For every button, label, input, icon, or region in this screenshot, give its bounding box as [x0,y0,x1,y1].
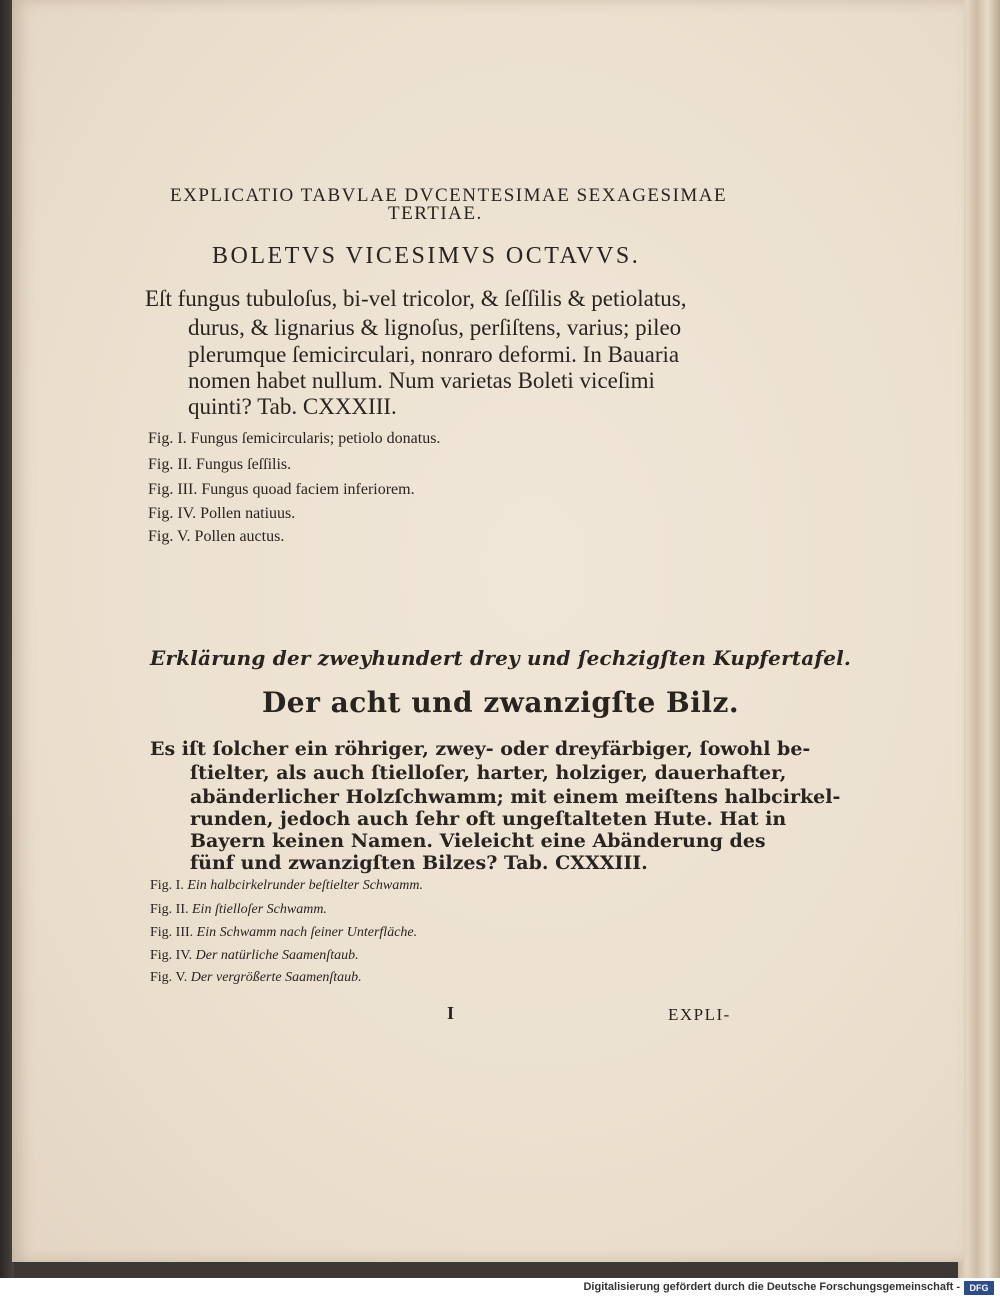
figure-label: Fig. I. [148,430,187,447]
german-paragraph-line: Bayern keinen Namen. Vieleicht eine Abänderung des [190,830,766,852]
figure-label: Fig. V. [150,970,188,985]
page-edges [958,0,1000,1278]
dfg-logo-icon: DFG [964,1281,994,1295]
figure-label: Fig. V. [148,528,191,545]
latin-heading-line2: TERTIAE. [388,203,483,224]
figure-text: Ein halbcirkelrunder beſtielter Schwamm. [187,878,423,893]
figure-text: Der vergrößerte Saamenſtaub. [190,970,362,985]
german-paragraph-line: fünf und zwanzigſten Bilzes? Tab. CXXXIII. [190,852,648,874]
latin-figure-item [148,505,295,523]
latin-title: BOLETVS VICESIMVS OCTAVVS. [212,243,641,269]
latin-paragraph-line: plerumque ſemicirculari, nonraro deformi. In Bauaria [188,342,680,367]
latin-figure-item [148,481,415,499]
footer-credit: Digitalisierung gefördert durch die Deutsche Forschungsgemeinschaft - [583,1281,960,1293]
figure-text: Ein ſtielloſer Schwamm. [192,902,327,917]
figure-label: Fig. I. [150,878,184,893]
german-figure-item [150,878,423,894]
latin-paragraph-line: Eſt fungus tubuloſus, bi-vel tricolor, & ſeſſilis & petiolatus, [145,286,687,311]
figure-label: Fig. II. [150,902,189,917]
figure-text: Fungus quoad faciem inferiorem. [201,481,415,498]
footer-bar [0,1278,1000,1298]
latin-paragraph-line: durus, & lignarius & lignoſus, perſiſtens, varius; pileo [188,315,682,340]
figure-text: Der natürliche Saamenſtaub. [195,948,359,963]
latin-figure-item [148,456,291,474]
latin-figure-item [148,528,284,546]
figure-text: Pollen natiuus. [200,505,296,522]
figure-label: Fig. III. [150,925,194,940]
german-figure-item [150,948,359,964]
signature-mark: I [447,1003,455,1023]
german-figure-item [150,925,417,941]
latin-paragraph-line: quinti? Tab. CXXXIII. [188,394,397,419]
latin-heading-line1: EXPLICATIO TABVLAE DVCENTESIMAE SEXAGESIMAE [170,185,728,206]
latin-figure-item [148,430,440,448]
catchword: EXPLI- [668,1005,731,1024]
figure-text: Pollen auctus. [194,528,285,545]
german-heading: Erklärung der zweyhundert drey und ſechzigſten Kupfertafel. [150,646,852,670]
figure-label: Fig. IV. [148,505,197,522]
german-paragraph-line: Es iſt ſolcher ein röhriger, zwey- oder dreyfärbiger, ſowohl be- [150,738,811,760]
figure-text: Fungus ſemicircularis; petiolo donatus. [190,430,441,447]
german-paragraph-line: runden, jedoch auch ſehr oft ungeſtalteten Hute. Hat in [190,808,787,830]
german-figure-item [150,970,362,986]
german-paragraph-line: abänderlicher Holzſchwamm; mit einem meiſtens halbcirkel- [190,786,841,808]
figure-label: Fig. IV. [150,948,193,963]
figure-text: Fungus ſeſſilis. [196,456,292,473]
latin-paragraph-line: nomen habet nullum. Num varietas Boleti viceſimi [188,368,655,393]
german-paragraph-line: ſtielter, als auch ſtielloſer, harter, holziger, dauerhafter, [190,762,787,784]
german-figure-item [150,902,327,918]
figure-text: Ein Schwamm nach ſeiner Unterfläche. [196,925,418,940]
figure-label: Fig. II. [148,456,192,473]
german-title: Der acht und zwanzigſte Bilz. [262,686,740,719]
figure-label: Fig. III. [148,481,198,498]
